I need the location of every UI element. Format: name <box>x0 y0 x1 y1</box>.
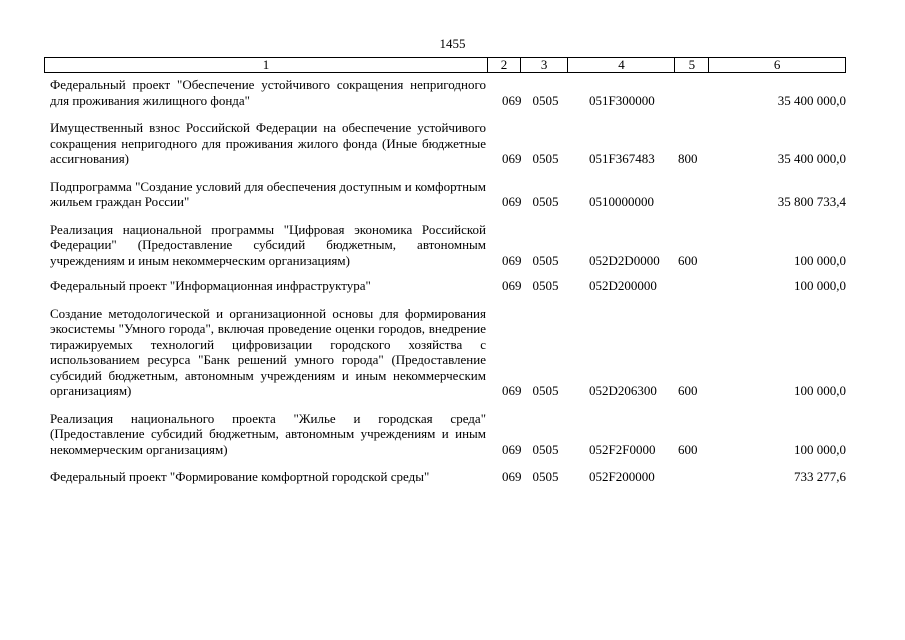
table-row <box>44 120 846 167</box>
table-row <box>44 179 846 210</box>
page-number: 1455 <box>439 36 466 51</box>
row-sum: 100 000,0 <box>794 252 846 268</box>
row-name: Создание методологической и организационной основы для формирования экосистемы "Умного города", включая проведение оценки городов, внедрение тиражируемых технологий цифровизации городского хозяйства с использованием ресурса "Банк решений умного города" (Предоставление субсидий бюджетным, автономным учреждениям и иным некоммерческим организациям) <box>50 305 486 398</box>
row-rzpr: 0505 <box>532 194 559 209</box>
row-vr: 600 <box>678 252 698 268</box>
row-csr: 051F367483 <box>589 151 655 166</box>
row-name: Реализация национальной программы "Цифровая экономика Российской Федерации" (Предоставление субсидий бюджетным, автономным учреждениям и иным некоммерческим организациям) <box>50 221 486 268</box>
row-csr: 052D200000 <box>589 278 657 293</box>
row-ved: 069 <box>502 441 522 457</box>
table-row <box>44 469 846 485</box>
row-csr: 052D206300 <box>589 383 657 398</box>
row-rzpr: 0505 <box>532 469 559 484</box>
row-sum: 100 000,0 <box>794 278 846 293</box>
table-row <box>44 306 846 399</box>
table-header <box>44 57 846 73</box>
table-row <box>44 411 846 458</box>
row-csr: 052F200000 <box>589 469 655 484</box>
row-csr: 0510000000 <box>589 194 654 209</box>
header-col-1: 1 <box>45 58 488 72</box>
header-col-2: 2 <box>488 58 521 72</box>
row-name: Федеральный проект "Обеспечение устойчивого сокращения непригодного для проживания жилищного фонда" <box>50 77 486 108</box>
row-ved: 069 <box>502 151 522 166</box>
row-name: Подпрограмма "Создание условий для обеспечения доступным и комфортным жильем граждан России" <box>50 178 486 209</box>
table-row <box>44 222 846 269</box>
row-name: Федеральный проект "Формирование комфортной городской среды" <box>50 469 430 484</box>
row-sum: 100 000,0 <box>794 383 846 398</box>
row-name: Федеральный проект "Информационная инфраструктура" <box>50 278 371 293</box>
row-sum: 35 800 733,4 <box>777 194 846 209</box>
header-col-4: 4 <box>568 58 675 72</box>
row-csr: 051F300000 <box>589 92 655 108</box>
row-ved: 069 <box>502 252 522 268</box>
header-col-5: 5 <box>675 58 709 72</box>
row-name: Имущественный взнос Российской Федерации на обеспечение устойчивого сокращения непригодного для проживания жилого фонда (Иные бюджетные ассигнования) <box>50 120 486 166</box>
row-sum: 733 277,6 <box>794 469 846 484</box>
row-vr: 600 <box>678 383 698 398</box>
budget-table <box>44 57 846 485</box>
header-col-3: 3 <box>521 58 569 72</box>
header-col-6: 6 <box>773 57 781 72</box>
row-rzpr: 0505 <box>532 441 559 457</box>
row-vr: 600 <box>678 441 698 457</box>
row-sum: 35 400 000,0 <box>777 151 846 166</box>
row-vr: 800 <box>678 151 698 166</box>
row-rzpr: 0505 <box>532 151 559 166</box>
row-sum: 35 400 000,0 <box>777 92 846 108</box>
row-csr: 052F2F0000 <box>589 441 656 457</box>
row-csr: 052D2D0000 <box>589 252 660 268</box>
row-name: Реализация национального проекта "Жилье и городская среда" (Предоставление субсидий бюджетным, автономным учреждениям и иным некоммерческим организациям) <box>50 410 486 457</box>
row-ved: 069 <box>502 194 522 209</box>
row-rzpr: 0505 <box>532 92 559 108</box>
row-ved: 069 <box>502 92 522 108</box>
row-sum: 100 000,0 <box>794 441 846 457</box>
row-ved: 069 <box>502 383 522 398</box>
row-rzpr: 0505 <box>532 383 559 398</box>
row-rzpr: 0505 <box>532 278 559 293</box>
row-rzpr: 0505 <box>532 252 559 268</box>
row-ved: 069 <box>502 278 522 293</box>
table-row <box>44 278 846 294</box>
table-row <box>44 77 846 108</box>
row-ved: 069 <box>502 469 522 484</box>
